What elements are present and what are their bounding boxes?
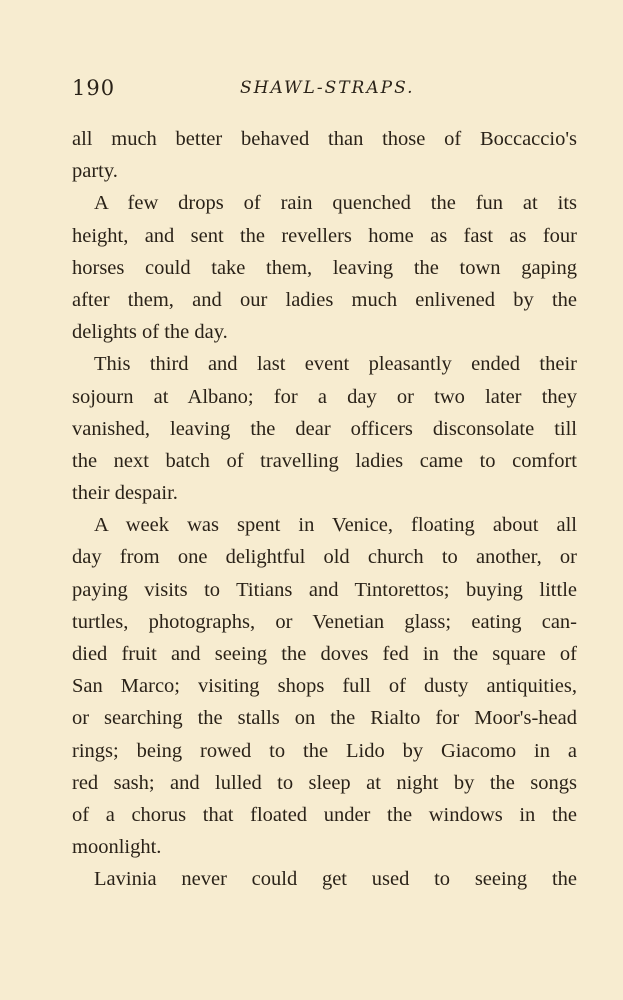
text-line: San Marco; visiting shops full of dusty antiquities, [72, 675, 577, 698]
text-line: all much better behaved than those of Boccaccio's [72, 128, 577, 150]
text-line: paying visits to Titians and Tintorettos; buying little [72, 578, 577, 601]
text-line: their despair. [72, 482, 178, 505]
text-line: height, and sent the revellers home as fast as four [72, 224, 577, 247]
running-title: SHAWL-STRAPS. [240, 78, 415, 98]
text-line: horses could take them, leaving the town gaping [72, 256, 577, 279]
text-line: or searching the stalls on the Rialto for Moor's-head [72, 707, 577, 730]
text-line: moonlight. [72, 836, 162, 859]
text-line: red sash; and lulled to sleep at night by the songs [72, 771, 577, 794]
text-line: delights of the day. [72, 321, 228, 344]
text-line: rings; being rowed to the Lido by Giacomo in a [72, 739, 577, 762]
text-line: after them, and our ladies much enlivened by the [72, 288, 577, 311]
text-line: party. [72, 160, 118, 183]
text-line: the next batch of travelling ladies came to comfort [72, 449, 577, 472]
body-text [72, 123, 577, 896]
text-line: of a chorus that floated under the windows in the [72, 803, 577, 826]
text-line: A few drops of rain quenched the fun at its [94, 192, 577, 215]
text-line: This third and last event pleasantly ended their [94, 353, 577, 376]
text-line: died fruit and seeing the doves fed in the square of [72, 643, 577, 665]
page-header [72, 76, 577, 106]
page-number: 190 [72, 76, 116, 100]
text-line: turtles, photographs, or Venetian glass; eating can- [72, 610, 577, 633]
text-line: vanished, leaving the dear officers disconsolate till [72, 417, 577, 440]
text-line: A week was spent in Venice, floating about all [94, 514, 577, 537]
text-line: Lavinia never could get used to seeing the [94, 868, 577, 891]
text-line: sojourn at Albano; for a day or two later they [72, 385, 577, 408]
text-line: day from one delightful old church to another, or [72, 546, 577, 569]
